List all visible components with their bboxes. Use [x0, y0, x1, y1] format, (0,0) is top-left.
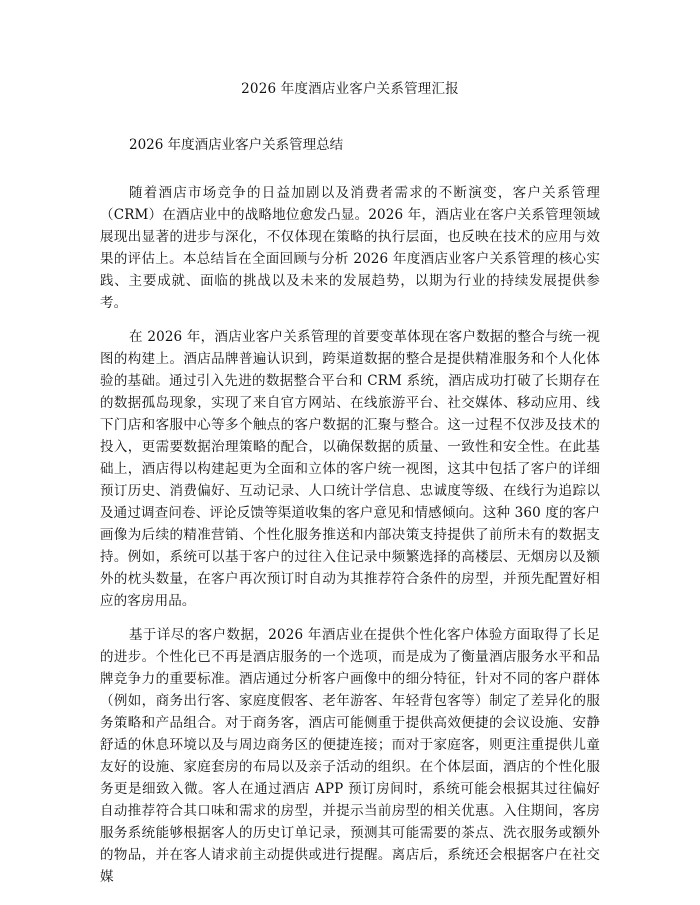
paragraph-personalization: 基于详尽的客户数据，2026 年酒店业在提供个性化客户体验方面取得了长足的进步。个性化已不再是酒店服务的一个选项，而是成为了衡量酒店服务水平和品牌竞争力的重要标准。酒店通过分析客户画像中的细分特征，针对不同的客户群体（例如，商务出行客、家庭度假客、老年游客、年轻背包客等）制定了差异化的服务策略和产品组合。对于商务客，酒店可能侧重于提供高效便捷的会议设施、安静舒适的休息环境以及与周边商务区的便捷连接；而对于家庭客，则更注重提供儿童友好的设施、家庭套房的布局以及亲子活动的组织。在个体层面，酒店的个性化服务更是细致入微。客人在通过酒店 APP 预订房间时，系统可能会根据其过往偏好自动推荐符合其口味和需求的房型，并提示当前房型的相关优惠。入住期间，客房服务系统能够根据客人的历史订单记录，预测其可能需要的茶点、洗衣服务或额外的物品，并在客人请求前主动提供或进行提醒。离店后，系统还会根据客户在社交媒	[100, 627, 600, 885]
paragraph-intro: 随着酒店市场竞争的日益加剧以及消费者需求的不断演变，客户关系管理（CRM）在酒店业中的战略地位愈发凸显。2026 年，酒店业在客户关系管理领域展现出显著的进步与深化，不仅体现在策略的执行层面，也反映在技术的应用与效果的评估上。本总结旨在全面回顾与分析 2026 年度酒店业客户关系管理的核心实践、主要成就、面临的挑战以及未来的发展趋势，以期为行业的持续发展提供参考。	[100, 185, 600, 311]
document-title: 2026 年度酒店业客户关系管理汇报	[241, 81, 459, 97]
paragraph-data-integration: 在 2026 年，酒店业客户关系管理的首要变革体现在客户数据的整合与统一视图的构建上。酒店品牌普遍认识到，跨渠道数据的整合是提供精准服务和个人化体验的基础。通过引入先进的数据整合平台和 CRM 系统，酒店成功打破了长期存在的数据孤岛现象，实现了来自官方网站、在线旅游平台、社交媒体、移动应用、线下门店和客服中心等多个触点的客户数据的汇聚与整合。这一过程不仅涉及技术的投入，更需要数据治理策略的配合，以确保数据的质量、一致性和安全性。在此基础上，酒店得以构建起更为全面和立体的客户统一视图，这其中包括了客户的详细预订历史、消费偏好、互动记录、人口统计学信息、忠诚度等级、在线行为追踪以及通过调查问卷、评论反馈等渠道收集的客户意见和情感倾向。这种 360 度的客户画像为后续的精准营销、个性化服务推送和内部决策支持提供了前所未有的数据支持。例如，系统可以基于客户的过往入住记录中频繁选择的高楼层、无烟房以及额外的枕头数量，在客户再次预订时自动为其推荐符合条件的房型，并预先配置好相应的客房用品。	[100, 329, 600, 609]
section-subtitle: 2026 年度酒店业客户关系管理总结	[129, 137, 344, 153]
